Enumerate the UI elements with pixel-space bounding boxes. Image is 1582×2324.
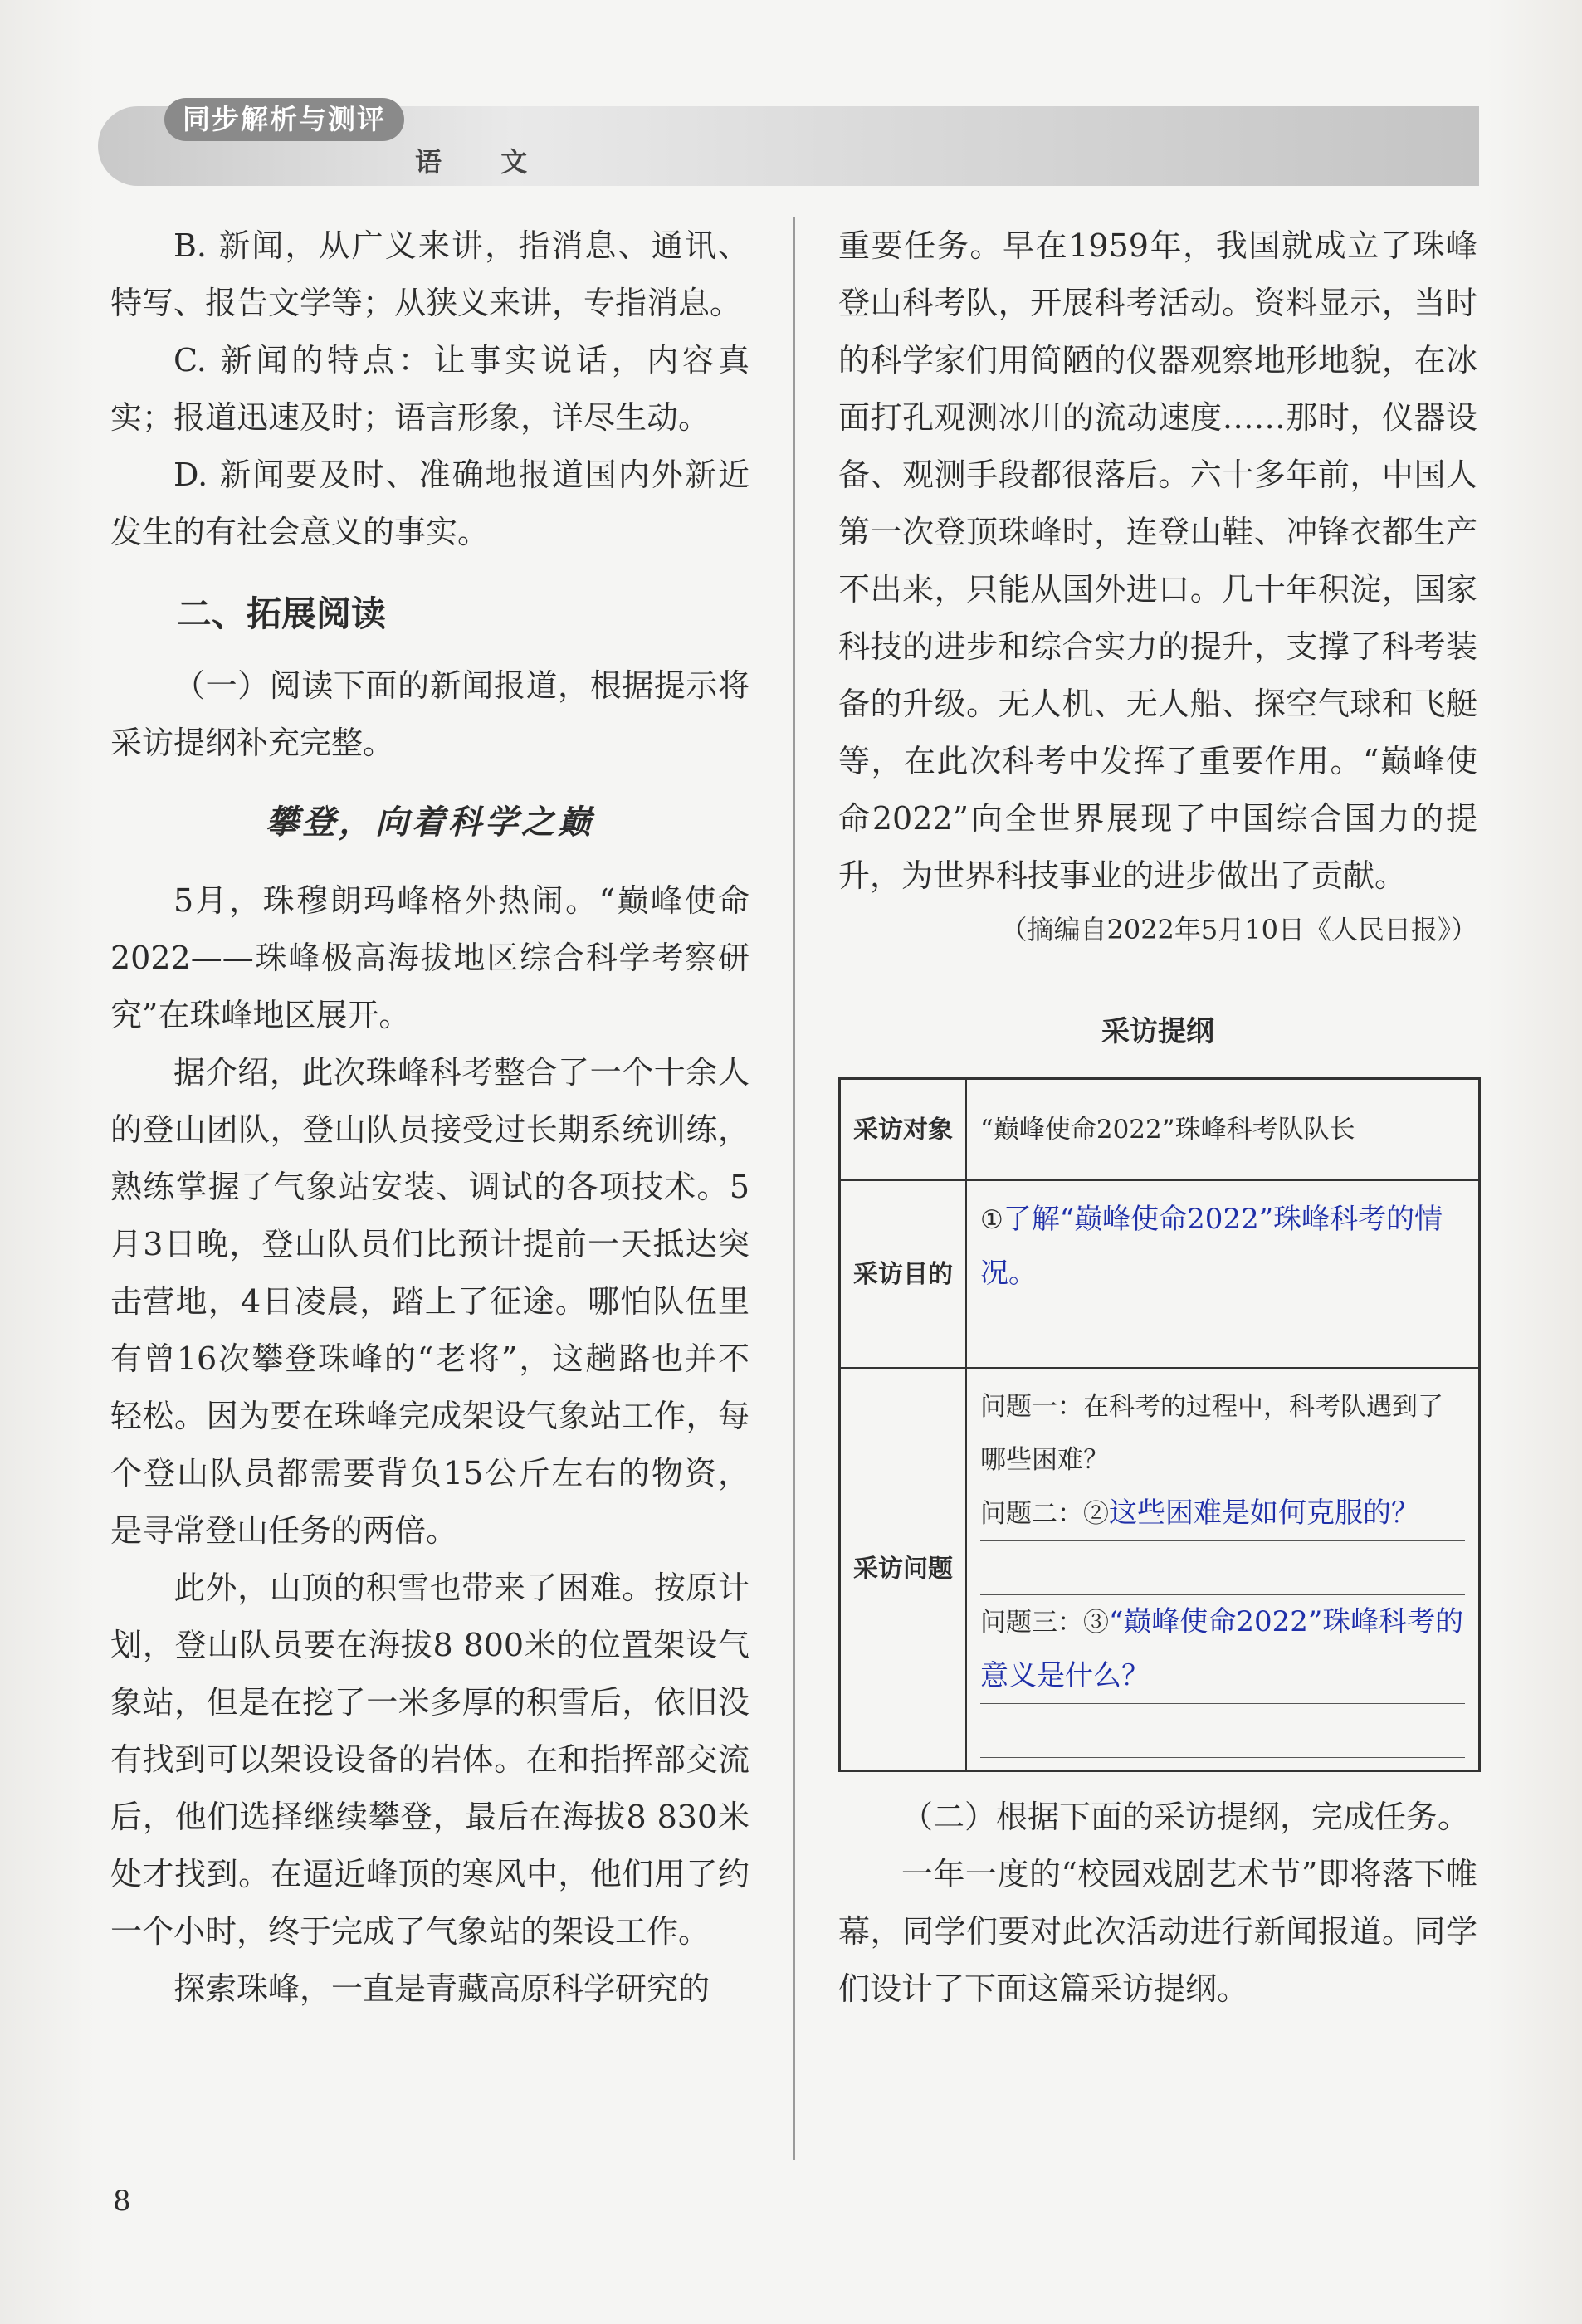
task-instruction-2: （二）根据下面的采访提纲，完成任务。 [901, 1799, 1470, 1835]
article-paragraph: 5月，珠穆朗玛峰格外热闹。“巅峰使命2022——珠峰极高海拔地区综合科学考察研究”在珠峰地区展开。 [110, 882, 749, 1033]
interview-object-value: “巅峰使命2022”珠峰科考队队长 [966, 1079, 1480, 1181]
right-column [838, 217, 1477, 2018]
blank-marker: ① [980, 1205, 1003, 1235]
section-title: 二、拓展阅读 [177, 593, 387, 634]
article-paragraph: 据介绍，此次珠峰科考整合了一个十余人的登山团队，登山队员接受过长期系统训练，熟练掌握了气象站安装、调试的各项技术。5月3日晚，登山队员们比预计提前一天抵达突击营地，4日凌晨，踏上了征途。哪怕队伍里有曾16次攀登珠峰的“老将”，这趟路也并不轻松。因为要在珠峰完成架设气象站工作，每个登山队员都需要背负15公斤左右的物资，是寻常登山任务的两倍。 [110, 1054, 749, 1549]
article-paragraph: 此外，山顶的积雪也带来了困难。按原计划，登山队员要在海拔8 800米的位置架设气象站，但是在挖了一米多厚的积雪后，依旧没有找到可以架设设备的岩体。在和指挥部交流后，他们选择继续攀登，最后在海拔8 830米处才找到。在逼近峰顶的寒风中，他们用了约一个小时，终于完成了气象站的架设工作。 [110, 1570, 749, 1950]
option-b: B. 新闻，从广义来讲，指消息、通讯、特写、报告文学等；从狭义来讲，专指消息。 [110, 227, 749, 321]
question-1: 问题一：在科考的过程中，科考队遇到了哪些困难？ [980, 1392, 1443, 1475]
answer-line [980, 1301, 1465, 1355]
table-row [840, 1368, 1480, 1771]
row-label: 采访对象 [840, 1079, 967, 1181]
left-column [110, 217, 749, 2018]
subject-label: 语 文 [415, 146, 553, 178]
interview-outline-table [838, 1077, 1481, 1772]
table-row [840, 1180, 1480, 1368]
answer-line [980, 1487, 1465, 1541]
question-3-answer[interactable]: “巅峰使命2022”珠峰科考的意义是什么？ [980, 1605, 1464, 1692]
question-2-prefix: 问题二：② [980, 1499, 1109, 1529]
option-c: C. 新闻的特点：让事实说话，内容真实；报道迅速及时；语言形象，详尽生动。 [110, 342, 749, 436]
purpose-answer[interactable]: 了解“巅峰使命2022”珠峰科考的情况。 [980, 1203, 1443, 1290]
answer-line [980, 1704, 1465, 1758]
question-3-prefix: 问题三：③ [980, 1608, 1109, 1638]
article-source: （摘编自2022年5月10日《人民日报》） [1000, 914, 1477, 945]
page-number: 8 [113, 2185, 131, 2218]
row-label: 采访目的 [840, 1180, 967, 1368]
option-d: D. 新闻要及时、准确地报道国内外新近发生的有社会意义的事实。 [110, 456, 749, 550]
article-paragraph: 探索珠峰，一直是青藏高原科学研究的 [173, 1970, 710, 2007]
question-2-answer[interactable]: 这些困难是如何克服的？ [1109, 1496, 1419, 1530]
table-row [840, 1079, 1480, 1181]
answer-line [980, 1595, 1465, 1704]
questions-cell [966, 1368, 1480, 1771]
series-tag: 同步解析与测评 [164, 98, 404, 141]
article-paragraph: 重要任务。早在1959年，我国就成立了珠峰登山科考队，开展科考活动。资料显示，当时的科学家们用简陋的仪器观察地形地貌，在冰面打孔观测冰川的流动速度……那时，仪器设备、观测手段都很落后。六十多年前，中国人第一次登顶珠峰时，连登山鞋、冲锋衣都生产不出来，只能从国外进口。几十年积淀，国家科技的进步和综合实力的提升，支撑了科考装备的升级。无人机、无人船、探空气球和飞艇等，在此次科考中发挥了重要作用。“巅峰使命2022”向全世界展现了中国综合国力的提升，为世界科技事业的进步做出了贡献。 [838, 227, 1477, 894]
answer-line [980, 1541, 1465, 1595]
purpose-cell [966, 1180, 1480, 1368]
column-divider [793, 217, 795, 2160]
task-instruction-1: （一）阅读下面的新闻报道，根据提示将采访提纲补充完整。 [110, 667, 749, 761]
article-title: 攀登，向着科学之巅 [266, 803, 594, 842]
article-paragraph: 一年一度的“校园戏剧艺术节”即将落下帷幕，同学们要对此次活动进行新闻报道。同学们设计了下面这篇采访提纲。 [838, 1856, 1477, 2007]
answer-line [980, 1193, 1465, 1301]
outline-table-title: 采访提纲 [1101, 1015, 1214, 1048]
row-label: 采访问题 [840, 1368, 967, 1771]
